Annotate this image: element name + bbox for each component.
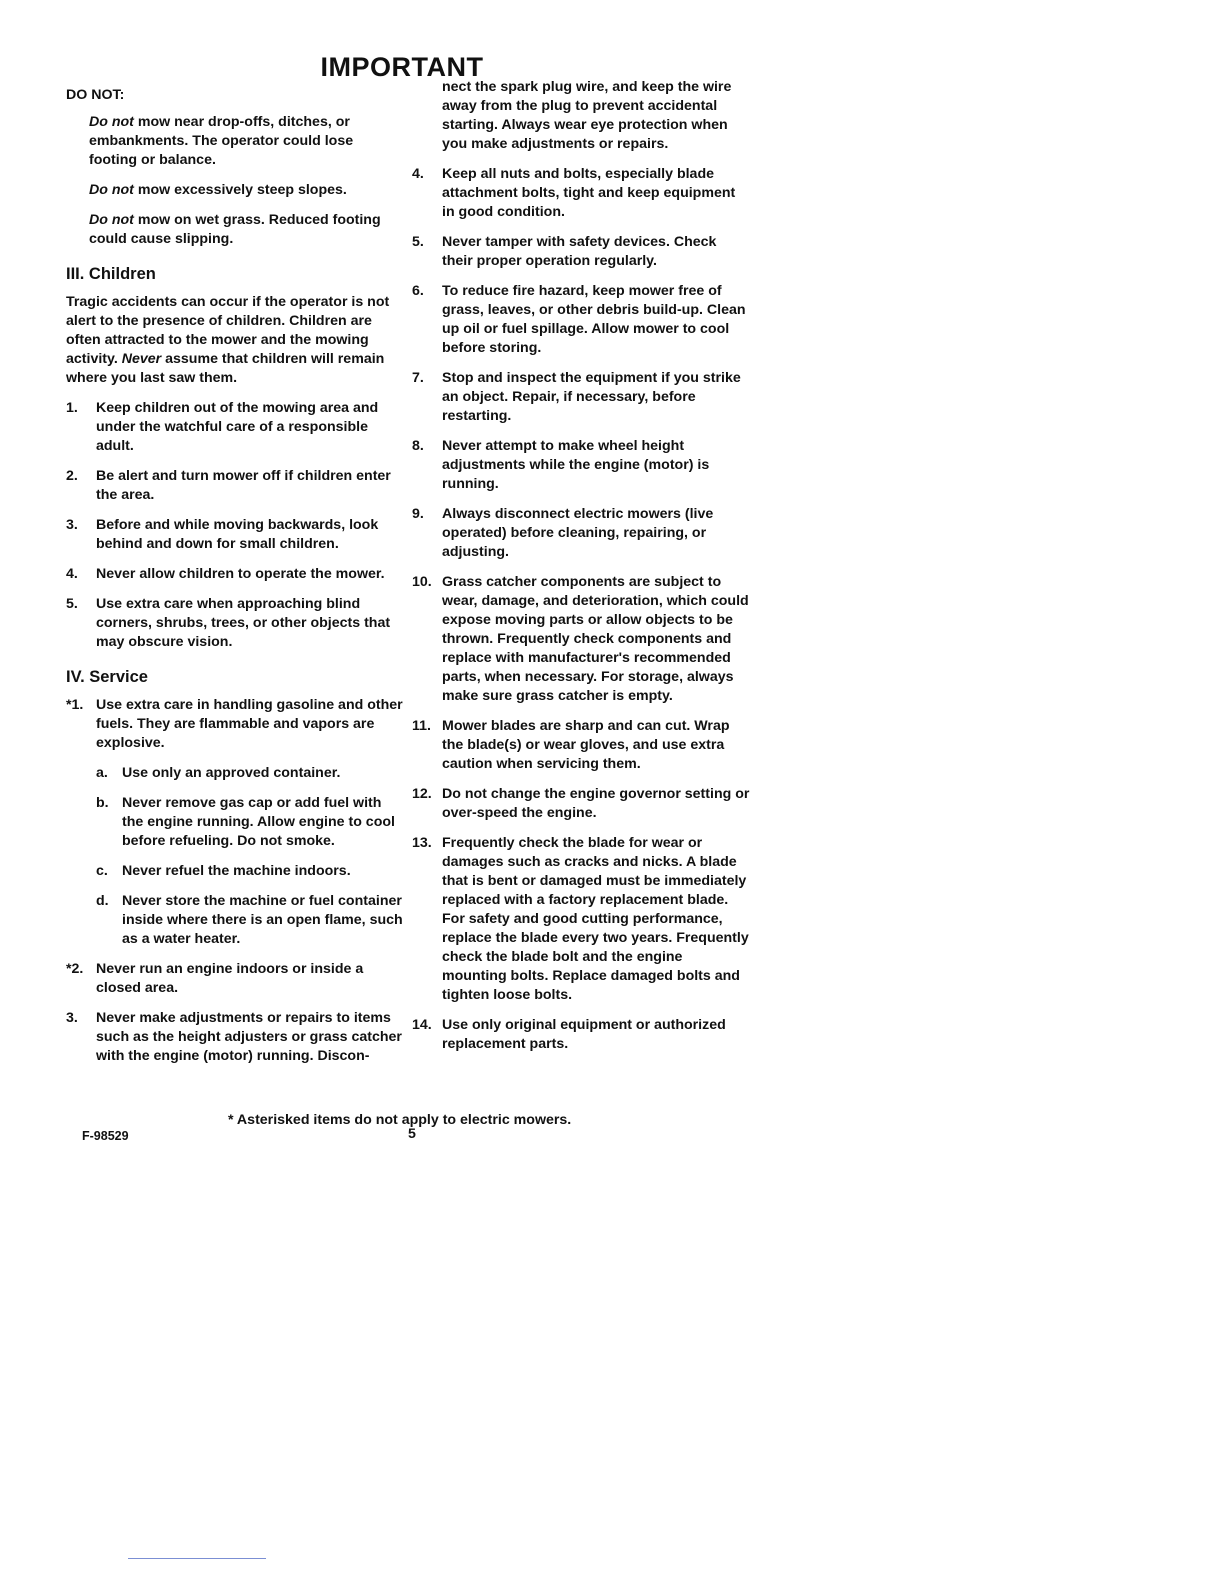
- sub-list-item: [96, 764, 404, 783]
- service-heading: IV. Service: [66, 668, 148, 686]
- list-item: [412, 785, 750, 823]
- left-column: [66, 86, 404, 1077]
- list-item: [412, 369, 750, 426]
- do-not-item: [89, 113, 404, 170]
- list-item: [412, 233, 750, 271]
- list-item: [412, 505, 750, 562]
- item-text: Mower blades are sharp and can cut. Wrap the blade(s) or wear gloves, and use extra caution when servicing them.: [442, 718, 730, 772]
- do-not-item: [89, 181, 404, 200]
- sub-list: [96, 764, 404, 949]
- item-number: *2.: [66, 961, 84, 977]
- do-not-item: [89, 211, 404, 249]
- item-text: Never attempt to make wheel height adjustments while the engine (motor) is running.: [442, 438, 710, 492]
- item-text: Always disconnect electric mowers (live operated) before cleaning, repairing, or adjusting.: [442, 506, 714, 560]
- sub-item-text: Never remove gas cap or add fuel with the engine running. Allow engine to cool before refueling. Do not smoke.: [122, 795, 395, 849]
- scan-artifact-line: [128, 1558, 266, 1559]
- item-text: Never run an engine indoors or inside a closed area.: [96, 961, 364, 996]
- list-item: [412, 165, 750, 222]
- item-number: 4.: [412, 166, 424, 182]
- item-text: Never make adjustments or repairs to items such as the height adjusters or grass catcher with the engine (motor) running. Discon-: [96, 1010, 402, 1064]
- children-intro: [66, 293, 404, 388]
- item-text: Never tamper with safety devices. Check their proper operation regularly.: [442, 234, 717, 269]
- item-number: 1.: [66, 400, 78, 416]
- item-text: Grass catcher components are subject to wear, damage, and deterioration, which could expose moving parts or allow objects to be thrown. Frequently check components and replace with manufacturer's recommended parts, when necessary. For storage, always make sure grass catcher is empty.: [442, 574, 749, 704]
- page-title: IMPORTANT: [320, 52, 484, 82]
- item-text: Do not change the engine governor setting or over-speed the engine.: [442, 786, 750, 821]
- item-number: 12.: [412, 786, 432, 802]
- children-intro-text: Tragic accidents can occur if the operator is not alert to the presence of children. Children are often attracted to the mower and the mowing activity.: [66, 294, 390, 367]
- list-item: [66, 565, 404, 584]
- list-item: [66, 960, 404, 998]
- list-item: [412, 573, 750, 706]
- document-code: F-98529: [82, 1129, 129, 1143]
- do-not-text: mow excessively steep slopes.: [133, 182, 347, 198]
- item-number: 2.: [66, 468, 78, 484]
- do-not-text: mow near drop-offs, ditches, or embankments. The operator could lose footing or balance.: [89, 114, 354, 168]
- do-not-emphasis: Do not: [89, 114, 134, 130]
- item-number: 6.: [412, 283, 424, 299]
- item-number: 5.: [66, 596, 78, 612]
- sub-item-letter: c.: [96, 863, 108, 879]
- sub-item-text: Use only an approved container.: [122, 765, 341, 781]
- sub-item-text: Never store the machine or fuel container inside where there is an open flame, such as a water heater.: [122, 893, 403, 947]
- sub-item-text: Never refuel the machine indoors.: [122, 863, 351, 879]
- item-number: 5.: [412, 234, 424, 250]
- list-item: [66, 516, 404, 554]
- item-continuation: nect the spark plug wire, and keep the wire away from the plug to prevent accidental starting. Always wear eye protection when you make adjustments or repairs.: [442, 79, 732, 152]
- item-number: 11.: [412, 718, 431, 734]
- do-not-emphasis: Do not: [89, 212, 134, 228]
- item-number: *1.: [66, 697, 84, 713]
- do-not-emphasis: Do not: [89, 182, 134, 198]
- item-number: 7.: [412, 370, 424, 386]
- list-item: [412, 437, 750, 494]
- item-number: 10.: [412, 574, 432, 590]
- sub-item-letter: d.: [96, 893, 109, 909]
- item-text: Use extra care in handling gasoline and other fuels. They are flammable and vapors are explosive.: [96, 697, 403, 751]
- sub-item-letter: b.: [96, 795, 109, 811]
- children-intro-text: assume that children will remain where you last saw them.: [66, 351, 385, 386]
- item-text: Never allow children to operate the mower.: [96, 566, 385, 582]
- right-column: [412, 78, 750, 1065]
- list-item: [412, 834, 750, 1005]
- list-item: [412, 1016, 750, 1054]
- do-not-text: mow on wet grass. Reduced footing could cause slipping.: [89, 212, 381, 247]
- list-item: [66, 1009, 404, 1066]
- asterisk-footnote: * Asterisked items do not apply to electric mowers.: [228, 1112, 572, 1128]
- item-text: Use extra care when approaching blind corners, shrubs, trees, or other objects that may obscure vision.: [96, 596, 391, 650]
- item-text: Keep children out of the mowing area and under the watchful care of a responsible adult.: [96, 400, 379, 454]
- item-text: Frequently check the blade for wear or damages such as cracks and nicks. A blade that is bent or damaged must be immediately replaced with a factory replacement blade. For safety and good cutting performance, replace the blade every two years. Frequently check the blade bolt and the engine mounting bolts. Replace damaged bolts and tighten loose bolts.: [442, 835, 749, 1003]
- item-number: 4.: [66, 566, 78, 582]
- item-number: 8.: [412, 438, 424, 454]
- item-number: 3.: [66, 517, 78, 533]
- item-text: Be alert and turn mower off if children enter the area.: [96, 468, 391, 503]
- list-item: [412, 717, 750, 774]
- item-number: 3.: [66, 1010, 78, 1026]
- children-intro-emphasis: Never: [121, 351, 162, 367]
- list-item: [66, 696, 404, 753]
- list-item: [66, 399, 404, 456]
- sub-list-item: [96, 862, 404, 881]
- item-number: 14.: [412, 1017, 432, 1033]
- item-text: Keep all nuts and bolts, especially blade attachment bolts, tight and keep equipment in good condition.: [442, 166, 736, 220]
- sub-item-letter: a.: [96, 765, 108, 781]
- item-text: To reduce fire hazard, keep mower free of grass, leaves, or other debris build-up. Clean up oil or fuel spillage. Allow mower to cool before storing.: [442, 283, 746, 356]
- sub-list-item: [96, 794, 404, 851]
- item-number: 13.: [412, 835, 432, 851]
- item-text: Stop and inspect the equipment if you strike an object. Repair, if necessary, before restarting.: [442, 370, 741, 424]
- item-text: Before and while moving backwards, look behind and down for small children.: [96, 517, 379, 552]
- item-number: 9.: [412, 506, 424, 522]
- page-number: 5: [408, 1126, 416, 1142]
- list-item: [412, 282, 750, 358]
- list-item: [66, 595, 404, 652]
- item-text: Use only original equipment or authorized replacement parts.: [442, 1017, 726, 1052]
- list-item: [66, 467, 404, 505]
- sub-list-item: [96, 892, 404, 949]
- children-heading: III. Children: [66, 265, 156, 283]
- do-not-heading: DO NOT:: [66, 87, 125, 103]
